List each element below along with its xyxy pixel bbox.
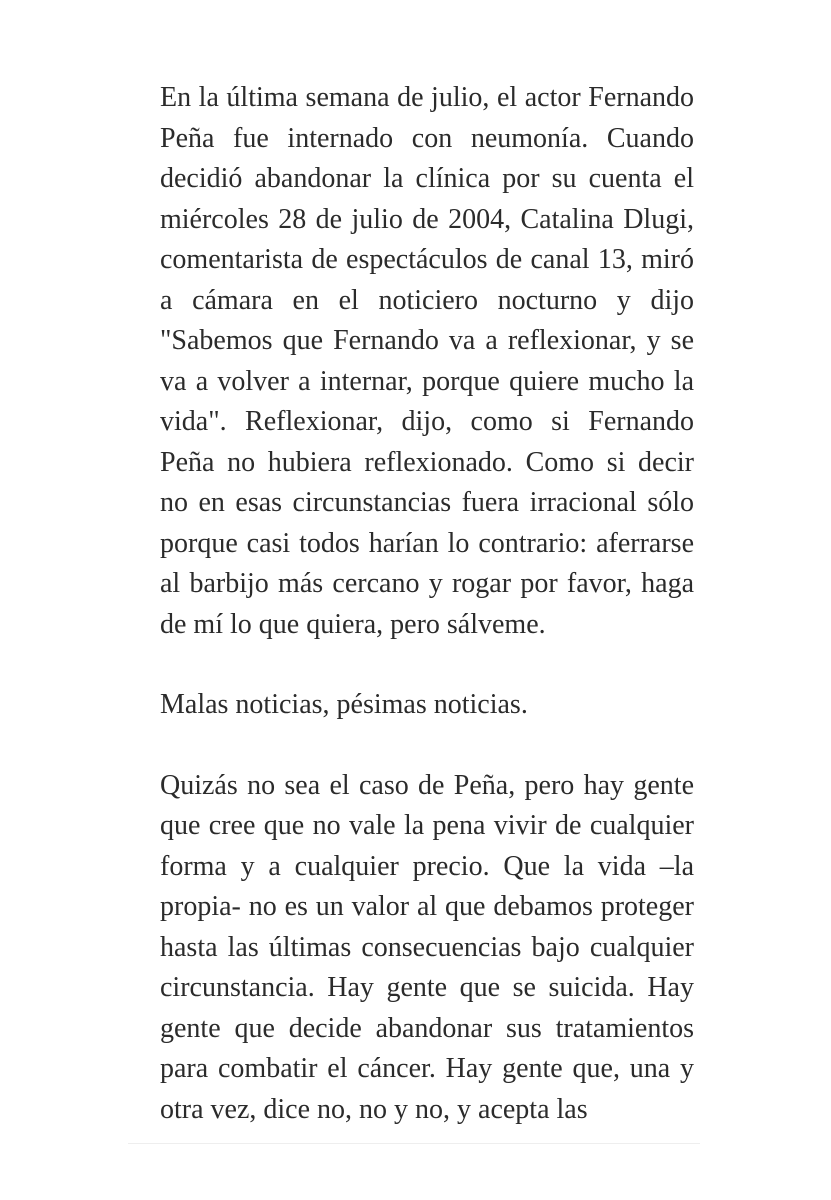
article-body	[160, 78, 694, 1130]
divider	[128, 1143, 700, 1144]
paragraph-2: Malas noticias, pésimas noticias.	[160, 689, 528, 720]
bottom-cover	[0, 1144, 831, 1200]
paragraph-1: En la última semana de julio, el actor Fernando Peña fue internado con neumonía. Cuando decidió abandonar la clínica por su cuenta el miércoles 28 de julio de 2004, Catalina Dlugi, comentarista de espectáculos de canal 13, miró a cámara en el noticiero nocturno y dijo "Sabemos que Fernando va a reflexionar, y se va a volver a internar, porque quiere mucho la vida". Reflexionar, dijo, como si Fernando Peña no hubiera reflexionado. Como si decir no en esas circunstancias fuera irracional sólo porque casi todos harían lo contrario: aferrarse al barbijo más cercano y rogar por favor, haga de mí lo que quiera, pero sálveme.	[160, 82, 694, 640]
paragraph-3: Quizás no sea el caso de Peña, pero hay gente que cree que no vale la pena vivir de cualquier forma y a cualquier precio. Que la vida –la propia- no es un valor al que debamos proteger hasta las últimas consecuencias bajo cualquier circunstancia. Hay gente que se suicida. Hay gente que decide abandonar sus tratamientos para combatir el cáncer. Hay gente que, una y otra vez, dice no, no y no, y acepta las	[160, 769, 694, 1125]
